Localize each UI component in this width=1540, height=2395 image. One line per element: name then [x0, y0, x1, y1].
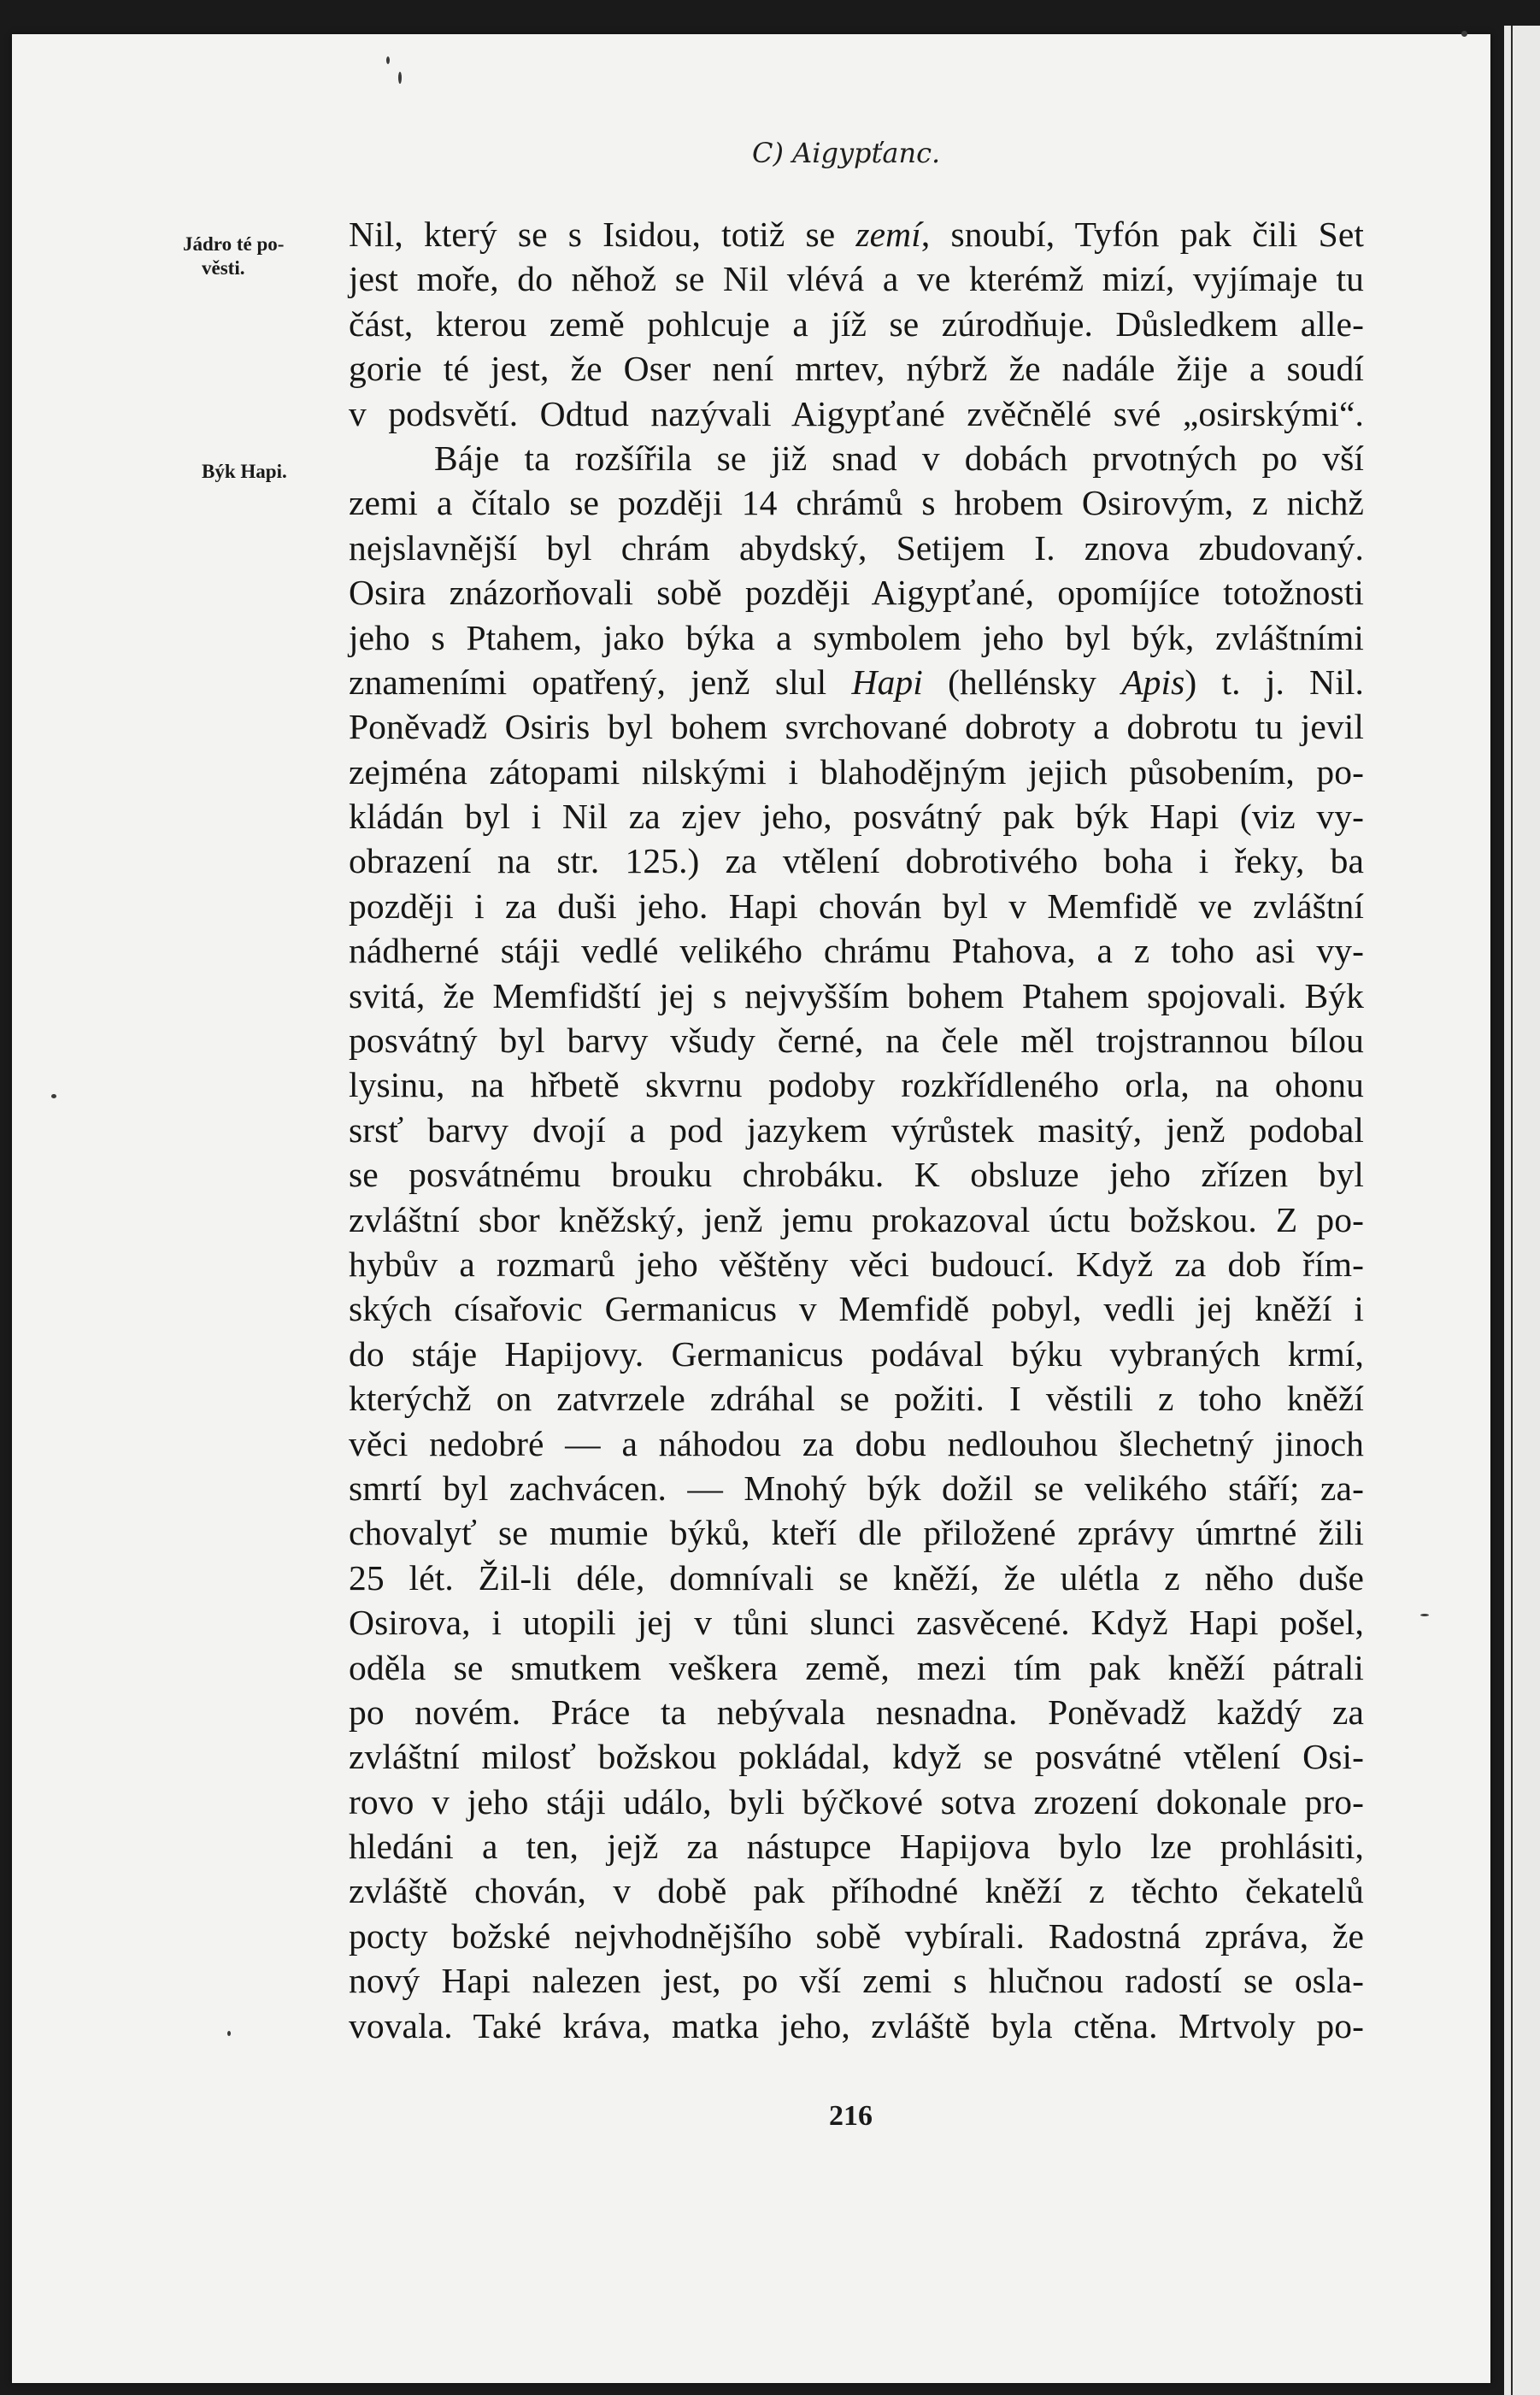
text-line	[349, 660, 1364, 704]
text-line	[349, 1914, 1364, 1958]
text-run: část, kterou země pohlcuje a jíž se zúrodňuje. Důsledkem alle-	[349, 303, 1364, 344]
text-line	[349, 391, 1364, 436]
text-line	[349, 794, 1364, 839]
italic-term: Hapi	[851, 662, 923, 702]
text-run: zejména zátopami nilskými i blahodějným jejich působením, po-	[349, 751, 1364, 791]
text-line	[349, 212, 1364, 256]
text-line	[349, 570, 1364, 615]
text-run: 25 lét. Žil-li déle, domnívali se kněží, že ulétla z něho duše	[349, 1557, 1364, 1598]
text-run: v podsvětí. Odtud nazývali Aigypťané zvěčnělé své „osirskými“.	[349, 393, 1364, 433]
marginal-note-byk-hapi: Býk Hapi.	[202, 461, 287, 482]
text-line	[349, 302, 1364, 346]
text-run: srsť barvy dvojí a pod jazykem výrůstek masitý, jenž podobal	[349, 1109, 1364, 1150]
text-line	[349, 1645, 1364, 1690]
text-run: smrtí byl zachvácen. — Mnohý býk dožil se velikého stáří; za-	[349, 1468, 1364, 1508]
text-run: zemi a čítalo se později 14 chrámů s hrobem Osirovým, z nichž	[349, 483, 1364, 523]
text-run: jest moře, do něhož se Nil vlévá a ve kterémž mizí, vyjímaje tu	[349, 259, 1364, 299]
scan-speck	[386, 56, 390, 64]
text-line	[349, 615, 1364, 660]
text-run: ) t. j. Nil.	[1184, 662, 1364, 702]
text-line	[349, 480, 1364, 525]
text-line	[349, 436, 1364, 480]
marginal-note-jadro: Jádro té po-	[183, 233, 285, 255]
adjacent-page-edge	[1504, 26, 1540, 2395]
text-line	[349, 1734, 1364, 1779]
text-line	[349, 1286, 1364, 1331]
text-run: pocty božské nejvhodnějšího sobě vybírali. Radostná zpráva, že	[349, 1915, 1364, 1956]
text-line	[349, 1556, 1364, 1600]
text-line	[349, 346, 1364, 391]
text-run: hybův a rozmarů jeho věštěny věci budoucí. Když za dob řím-	[349, 1244, 1364, 1284]
scan-speck	[1461, 31, 1467, 37]
text-run: zvláštní milosť božskou pokládal, když se posvátné vtělení Osi-	[349, 1737, 1364, 1777]
text-line	[349, 1690, 1364, 1734]
scan-speck	[51, 1094, 56, 1098]
text-run: posvátný byl barvy všudy černé, na čele měl trojstrannou bílou	[349, 1021, 1364, 1061]
text-run: lysinu, na hřbetě skvrnu podoby rozkřídleného orla, na ohonu	[349, 1065, 1364, 1105]
text-run: hledáni a ten, jejž za nástupce Hapijova bylo lze prohlásiti,	[349, 1827, 1364, 1867]
text-line	[349, 750, 1364, 794]
text-run: vovala. Také kráva, matka jeho, zvláště byla ctěna. Mrtvoly po-	[349, 2005, 1364, 2045]
text-run: nádherné stáji vedlé velikého chrámu Ptahova, a z toho asi vy-	[349, 931, 1364, 971]
text-run: věci nedobré — a náhodou za dobu nedlouhou šlechetný jinoch	[349, 1423, 1364, 1463]
text-run: Osirova, i utopili jej v tůni slunci zasvěcené. Když Hapi pošel,	[349, 1603, 1364, 1643]
text-line	[349, 1824, 1364, 1868]
text-run: chovalyť se mumie býků, kteří dle přiložené zprávy úmrtné žili	[349, 1513, 1364, 1553]
text-run: po novém. Práce ta nebývala nesnadna. Poněvadž každý za	[349, 1692, 1364, 1732]
scan-speck	[1420, 1614, 1429, 1616]
text-line	[349, 1376, 1364, 1421]
text-line	[349, 1018, 1364, 1062]
text-line	[349, 1466, 1364, 1510]
text-run: znameními opatřený, jenž slul	[349, 662, 852, 702]
text-run: Nil, který se s Isidou, totiž se	[349, 215, 856, 254]
text-line	[349, 2004, 1364, 2048]
text-run: Báje ta rozšířila se již snad v dobách prvotných po vší	[434, 438, 1364, 478]
page-number: 216	[829, 2100, 873, 2132]
text-line	[349, 839, 1364, 883]
text-run: se posvátnému brouku chrobáku. K obsluze jeho zřízen byl	[349, 1155, 1364, 1195]
text-line	[349, 974, 1364, 1018]
text-line	[349, 1152, 1364, 1197]
text-run: , snoubí, Tyfón pak čili Set	[920, 215, 1364, 254]
text-run: Osira znázorňovali sobě později Aigypťané, opomíjíce totožnosti	[349, 573, 1364, 613]
text-line	[349, 1242, 1364, 1286]
text-run: ských císařovic Germanicus v Memfidě pobyl, vedli jej kněží i	[349, 1289, 1364, 1329]
text-run: do stáje Hapijovy. Germanicus podával býku vybraných krmí,	[349, 1333, 1364, 1374]
text-line	[349, 526, 1364, 570]
text-run: Poněvadž Osiris byl bohem svrchované dobroty a dobrotu tu jevil	[349, 707, 1364, 747]
text-run: svitá, že Memfidští jej s nejvyšším bohem Ptahem spojovali. Býk	[349, 975, 1364, 1015]
text-line	[349, 1062, 1364, 1107]
marginal-note-jadro-cont: věsti.	[202, 257, 245, 279]
text-line	[349, 704, 1364, 749]
text-line	[349, 928, 1364, 973]
text-run: později i za duši jeho. Hapi chován byl v Memfidě ve zvláštní	[349, 886, 1364, 926]
text-run: jeho s Ptahem, jako býka a symbolem jeho byl býk, zvláštními	[349, 617, 1364, 657]
text-run: nový Hapi nalezen jest, po vší zemi s hlučnou radostí se osla-	[349, 1961, 1364, 2001]
scan-speck	[227, 2031, 231, 2036]
text-line	[349, 256, 1364, 301]
text-run: zvláštní sbor kněžský, jenž jemu prokazoval úctu božskou. Z po-	[349, 1199, 1364, 1239]
text-line	[349, 1332, 1364, 1376]
text-line	[349, 1958, 1364, 2003]
text-line	[349, 1108, 1364, 1152]
text-run: zvláště chován, v době pak příhodné kněží z těchto čekatelů	[349, 1871, 1364, 1911]
text-line	[349, 1421, 1364, 1466]
text-line	[349, 1198, 1364, 1242]
text-line	[349, 1780, 1364, 1824]
italic-term: Apis	[1121, 662, 1185, 702]
text-run: kterýchž on zatvrzele zdráhal se požiti. I věstili z toho kněží	[349, 1379, 1364, 1419]
text-run: rovo v jeho stáji událo, byli býčkové sotva zrození dokonale pro-	[349, 1781, 1364, 1821]
running-head: C) Aigypťanc.	[752, 137, 941, 169]
body-text	[349, 212, 1364, 2048]
text-run: obrazení na str. 125.) za vtělení dobrotivého boha i řeky, ba	[349, 841, 1364, 881]
text-line	[349, 884, 1364, 928]
italic-term: zemí	[855, 215, 921, 254]
text-run: oděla se smutkem veškera země, mezi tím pak kněží pátrali	[349, 1647, 1364, 1687]
text-line	[349, 1600, 1364, 1645]
scan-speck	[398, 72, 402, 84]
text-line	[349, 1868, 1364, 1913]
text-line	[349, 1510, 1364, 1555]
text-run: gorie té jest, že Oser není mrtev, nýbrž že nadále žije a soudí	[349, 349, 1364, 389]
text-run: (hellénsky	[922, 662, 1122, 702]
text-run: nejslavnější byl chrám abydský, Setijem I. znova zbudovaný.	[349, 527, 1364, 568]
page-gutter-line	[1511, 26, 1513, 2395]
text-run: kládán byl i Nil za zjev jeho, posvátný pak býk Hapi (viz vy-	[349, 797, 1364, 837]
